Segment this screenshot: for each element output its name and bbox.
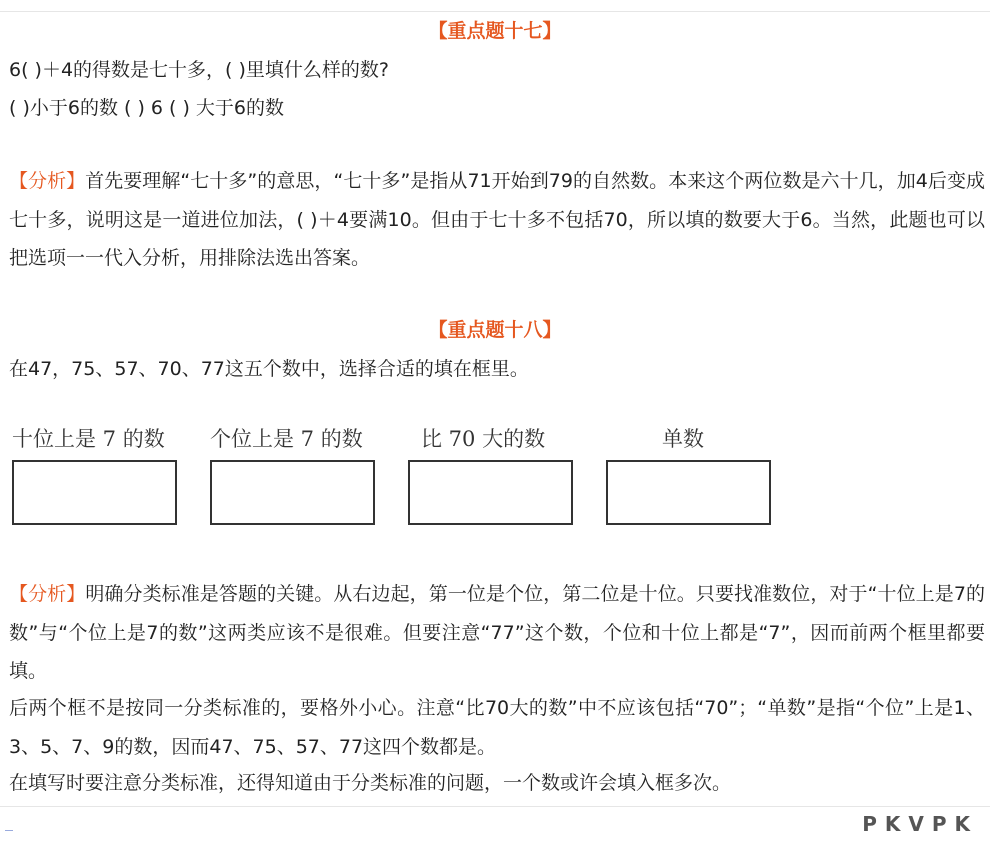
section-18-heading: 【重点题十八】	[428, 319, 562, 341]
answer-box-ones-seven[interactable]	[210, 460, 375, 525]
section-18-paragraph-3: 在填写时要注意分类标准，还得知道由于分类标准的问题，一个数或许会填入框多次。	[9, 772, 732, 794]
column-label-odd-numbers: 单数	[662, 427, 704, 451]
bottom-divider	[0, 806, 990, 807]
section-17-question-line-1: 6( )＋4的得数是七十多，( )里填什么样的数?	[9, 59, 389, 81]
section-18-analysis	[9, 575, 985, 691]
section-18-question: 在47，75、57、70、77这五个数中，选择合适的填在框里。	[9, 358, 529, 380]
analysis-tag: 【分析】	[9, 170, 86, 192]
site-watermark: PKVPK	[862, 812, 978, 836]
analysis-text: 明确分类标准是答题的关键。从右边起，第一位是个位，第二位是十位。只要找准数位，对于“十位上是7的数”与“个位上是7的数”这两类应该不是很难。但要注意“77”这个数，个位和十位上都是“7”，因而前两个框里都要填。	[9, 583, 985, 682]
answer-box-tens-seven[interactable]	[12, 460, 177, 525]
answer-box-odd-numbers[interactable]	[606, 460, 771, 525]
top-divider	[0, 11, 990, 12]
column-label-greater-than-70: 比 70 大的数	[421, 427, 546, 451]
section-17-analysis	[9, 162, 985, 278]
analysis-text: 首先要理解“七十多”的意思，“七十多”是指从71开始到79的自然数。本来这个两位数是六十几，加4后变成七十多，说明这是一道进位加法，( )＋4要满10。但由于七十多不包括70，所以填的数要大于6。当然，此题也可以把选项一一代入分析，用排除法选出答案。	[9, 170, 985, 269]
section-17-heading: 【重点题十七】	[428, 20, 562, 42]
analysis-tag: 【分析】	[9, 583, 86, 605]
answer-box-greater-than-70[interactable]	[408, 460, 573, 525]
column-label-tens-seven: 十位上是 7 的数	[12, 427, 165, 451]
column-label-ones-seven: 个位上是 7 的数	[210, 427, 363, 451]
section-17-question-line-2: ( )小于6的数 ( ) 6 ( ) 大于6的数	[9, 97, 285, 119]
section-18-paragraph-2: 后两个框不是按同一分类标准的，要格外小心。注意“比70大的数”中不应该包括“70”；“单数”是指“个位”上是1、3、5、7、9的数，因而47、75、57、77这四个数都是。	[9, 697, 985, 758]
corner-mark	[5, 830, 13, 831]
